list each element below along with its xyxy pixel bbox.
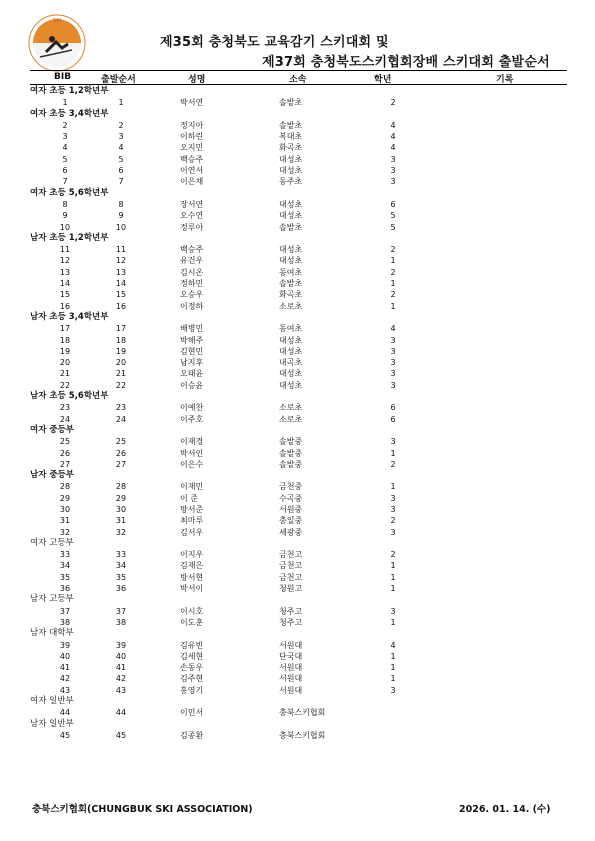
- table-row: [30, 527, 567, 538]
- name-cell: 이은채: [180, 177, 204, 187]
- start-order-cell: 16: [115, 301, 127, 311]
- grade-cell: 1: [390, 584, 396, 594]
- table-row: [30, 459, 567, 470]
- grade-cell: 4: [390, 143, 396, 153]
- footer-date: 2026. 01. 14. (수): [459, 804, 551, 815]
- division-heading: 여자 초등 5,6학년부: [30, 187, 109, 198]
- affiliation-cell: 내곡초: [279, 358, 303, 368]
- name-cell: 방서준: [180, 504, 204, 514]
- grade-cell: 2: [390, 98, 396, 108]
- table-row: [30, 176, 567, 187]
- grade-cell: 1: [390, 448, 396, 458]
- bib-cell: 30: [59, 504, 71, 514]
- name-cell: 오수연: [180, 211, 204, 221]
- grade-cell: 2: [390, 267, 396, 277]
- start-order-cell: 19: [115, 346, 127, 356]
- grade-cell: 1: [390, 301, 396, 311]
- affiliation-cell: 서원대: [279, 674, 303, 684]
- grade-cell: 2: [390, 290, 396, 300]
- table-row: [30, 481, 567, 492]
- table-row: [30, 323, 567, 334]
- bib-cell: 41: [59, 663, 71, 673]
- column-header-start-order: 출발순서: [101, 75, 136, 85]
- affiliation-cell: 충북스키협회: [279, 730, 326, 740]
- name-cell: 이민서: [180, 708, 204, 718]
- name-cell: 박서연: [180, 98, 204, 108]
- grade-cell: 4: [390, 324, 396, 334]
- affiliation-cell: 충북스키협회: [279, 708, 326, 718]
- table-row: [30, 267, 567, 278]
- bib-cell: 24: [59, 414, 71, 424]
- affiliation-cell: 금천중: [279, 482, 303, 492]
- table-row: [30, 346, 567, 357]
- grade-cell: 2: [390, 550, 396, 560]
- bib-cell: 44: [59, 708, 71, 718]
- bib-cell: 29: [59, 493, 71, 503]
- start-order-cell: 41: [115, 663, 127, 673]
- grade-cell: 4: [390, 120, 396, 130]
- table-row: [30, 131, 567, 142]
- affiliation-cell: 대성초: [279, 335, 303, 345]
- table-row: [30, 154, 567, 165]
- table-row: [30, 606, 567, 617]
- table-row: [30, 662, 567, 673]
- affiliation-cell: 대성초: [279, 346, 303, 356]
- column-header-name: 성명: [188, 75, 206, 85]
- start-order-cell: 7: [118, 177, 124, 187]
- name-cell: 유건우: [180, 256, 204, 266]
- bib-cell: 7: [62, 177, 68, 187]
- grade-cell: 1: [390, 279, 396, 289]
- name-cell: 김주현: [180, 674, 204, 684]
- grade-cell: 6: [390, 403, 396, 413]
- name-cell: 홍영기: [180, 685, 204, 695]
- start-order-cell: 28: [115, 482, 127, 492]
- table-row: [30, 673, 567, 684]
- name-cell: 남지후: [180, 358, 204, 368]
- table-row: [30, 549, 567, 560]
- division-heading: 남자 대학부: [30, 628, 74, 639]
- table-row: [30, 165, 567, 176]
- association-logo: [28, 14, 86, 72]
- name-cell: 방서현: [180, 572, 204, 582]
- bib-cell: 15: [59, 290, 71, 300]
- name-cell: 정하민: [180, 279, 204, 289]
- bib-cell: 17: [59, 324, 71, 334]
- start-order-cell: 3: [118, 132, 124, 142]
- start-order-cell: 23: [115, 403, 127, 413]
- table-row: [30, 707, 567, 718]
- table-row: [30, 244, 567, 255]
- affiliation-cell: 대성초: [279, 369, 303, 379]
- affiliation-cell: 대성초: [279, 256, 303, 266]
- affiliation-cell: 금천고: [279, 572, 303, 582]
- grade-cell: 1: [390, 651, 396, 661]
- name-cell: 이재민: [180, 482, 204, 492]
- grade-cell: 1: [390, 663, 396, 673]
- affiliation-cell: 동여초: [279, 267, 303, 277]
- name-cell: 김시온: [180, 267, 204, 277]
- grade-cell: 6: [390, 199, 396, 209]
- affiliation-cell: 동여초: [279, 324, 303, 334]
- bib-cell: 34: [59, 561, 71, 571]
- grade-cell: 3: [390, 166, 396, 176]
- table-row: [30, 436, 567, 447]
- table-row: [30, 651, 567, 662]
- affiliation-cell: 대성초: [279, 199, 303, 209]
- bib-cell: 36: [59, 584, 71, 594]
- column-header-record: 기록: [496, 75, 514, 85]
- bib-cell: 43: [59, 685, 71, 695]
- bib-cell: 45: [59, 730, 71, 740]
- start-order-cell: 15: [115, 290, 127, 300]
- grade-cell: 3: [390, 358, 396, 368]
- grade-cell: 3: [390, 527, 396, 537]
- name-cell: 이재경: [180, 437, 204, 447]
- grade-cell: 2: [390, 245, 396, 255]
- start-order-cell: 29: [115, 493, 127, 503]
- bib-cell: 10: [59, 222, 71, 232]
- grade-cell: 3: [390, 685, 396, 695]
- affiliation-cell: 소로초: [279, 414, 303, 424]
- division-heading: 남자 초등 3,4학년부: [30, 311, 109, 322]
- table-row: [30, 583, 567, 594]
- affiliation-cell: 수곡중: [279, 493, 303, 503]
- table-row: [30, 493, 567, 504]
- division-heading: 남자 초등 1,2학년부: [30, 232, 109, 243]
- column-header-bib: BIB: [54, 72, 72, 82]
- footer-organization: 충북스키협회(CHUNGBUK SKI ASSOCIATION): [32, 804, 253, 815]
- bib-cell: 11: [59, 245, 71, 255]
- name-cell: 이승윤: [180, 380, 204, 390]
- grade-cell: 2: [390, 516, 396, 526]
- start-order-cell: 2: [118, 120, 124, 130]
- start-order-cell: 30: [115, 504, 127, 514]
- bib-cell: 38: [59, 617, 71, 627]
- bib-cell: 42: [59, 674, 71, 684]
- start-order-cell: 10: [115, 222, 127, 232]
- grade-cell: 5: [390, 222, 396, 232]
- affiliation-cell: 솔밭초: [279, 222, 303, 232]
- name-cell: 이지우: [180, 550, 204, 560]
- affiliation-cell: 충일중: [279, 516, 303, 526]
- affiliation-cell: 화곡초: [279, 290, 303, 300]
- affiliation-cell: 대성초: [279, 211, 303, 221]
- affiliation-cell: 솔밭중: [279, 437, 303, 447]
- start-order-cell: 14: [115, 279, 127, 289]
- division-heading: 여자 중등부: [30, 424, 75, 435]
- grade-cell: 3: [390, 437, 396, 447]
- name-cell: 이시호: [180, 606, 204, 616]
- start-order-cell: 5: [118, 154, 124, 164]
- table-row: [30, 357, 567, 368]
- grade-cell: 1: [390, 674, 396, 684]
- document-title-line2: 제37회 충청북도스키협회장배 스키대회 출발순서: [262, 55, 550, 70]
- table-row: [30, 414, 567, 425]
- name-cell: 백승주: [180, 245, 204, 255]
- name-cell: 배병민: [180, 324, 204, 334]
- affiliation-cell: 솔밭중: [279, 448, 303, 458]
- table-row: [30, 640, 567, 651]
- name-cell: 이예찬: [180, 403, 204, 413]
- grade-cell: 3: [390, 177, 396, 187]
- grade-cell: 1: [390, 617, 396, 627]
- table-row: [30, 222, 567, 233]
- affiliation-cell: 복대초: [279, 132, 303, 142]
- start-order-cell: 17: [115, 324, 127, 334]
- bib-cell: 19: [59, 346, 71, 356]
- bib-cell: 3: [62, 132, 68, 142]
- name-cell: 이은수: [180, 459, 204, 469]
- division-heading: 여자 고등부: [30, 537, 74, 548]
- bib-cell: 32: [59, 527, 71, 537]
- start-order-cell: 20: [115, 358, 127, 368]
- table-row: [30, 515, 567, 526]
- start-order-cell: 22: [115, 380, 127, 390]
- name-cell: 이도훈: [180, 617, 204, 627]
- start-order-cell: 8: [118, 199, 124, 209]
- bib-cell: 6: [62, 166, 68, 176]
- grade-cell: 3: [390, 369, 396, 379]
- name-cell: 이정하: [180, 301, 204, 311]
- start-order-table: [30, 86, 567, 741]
- start-order-cell: 33: [115, 550, 127, 560]
- division-heading: 남자 중등부: [30, 470, 75, 481]
- grade-cell: 4: [390, 132, 396, 142]
- grade-cell: 3: [390, 154, 396, 164]
- name-cell: 이주호: [180, 414, 204, 424]
- name-cell: 박서이: [180, 584, 204, 594]
- division-heading: 남자 초등 5,6학년부: [30, 391, 109, 402]
- table-row: [30, 120, 567, 131]
- affiliation-cell: 청주고: [279, 606, 303, 616]
- grade-cell: 1: [390, 572, 396, 582]
- start-order-cell: 1: [118, 98, 124, 108]
- table-row: [30, 255, 567, 266]
- start-order-cell: 26: [115, 448, 127, 458]
- bib-cell: 35: [59, 572, 71, 582]
- bib-cell: 1: [62, 98, 68, 108]
- grade-cell: 3: [390, 346, 396, 356]
- table-row: [30, 97, 567, 108]
- table-row: [30, 560, 567, 571]
- column-header-grade: 학년: [374, 75, 392, 85]
- bib-cell: 13: [59, 267, 71, 277]
- bib-cell: 5: [62, 154, 68, 164]
- bib-cell: 25: [59, 437, 71, 447]
- affiliation-cell: 동주초: [279, 177, 303, 187]
- grade-cell: 1: [390, 482, 396, 492]
- bib-cell: 28: [59, 482, 71, 492]
- name-cell: 장서연: [180, 199, 204, 209]
- table-row: [30, 142, 567, 153]
- grade-cell: 1: [390, 256, 396, 266]
- start-order-cell: 9: [118, 211, 124, 221]
- name-cell: 김유빈: [180, 640, 204, 650]
- table-row: [30, 448, 567, 459]
- table-row: [30, 210, 567, 221]
- bib-cell: 8: [62, 199, 68, 209]
- start-order-cell: 40: [115, 651, 127, 661]
- start-order-cell: 24: [115, 414, 127, 424]
- start-order-cell: 36: [115, 584, 127, 594]
- affiliation-cell: 솔밭초: [279, 120, 303, 130]
- name-cell: 백승주: [180, 154, 204, 164]
- start-order-cell: 37: [115, 606, 127, 616]
- bib-cell: 33: [59, 550, 71, 560]
- name-cell: 김재은: [180, 561, 204, 571]
- grade-cell: 3: [390, 493, 396, 503]
- name-cell: 이 준: [180, 493, 198, 503]
- division-heading: 남자 일반부: [30, 718, 74, 729]
- bib-cell: 26: [59, 448, 71, 458]
- bib-cell: 31: [59, 516, 71, 526]
- start-order-cell: 12: [115, 256, 127, 266]
- name-cell: 김서우: [180, 527, 204, 537]
- bib-cell: 2: [62, 120, 68, 130]
- affiliation-cell: 소로초: [279, 301, 303, 311]
- bib-cell: 39: [59, 640, 71, 650]
- table-row: [30, 289, 567, 300]
- bib-cell: 12: [59, 256, 71, 266]
- name-cell: 정지아: [180, 120, 204, 130]
- name-cell: 이하린: [180, 132, 204, 142]
- start-order-cell: 25: [115, 437, 127, 447]
- table-row: [30, 278, 567, 289]
- division-heading: 여자 초등 3,4학년부: [30, 108, 109, 119]
- grade-cell: 3: [390, 380, 396, 390]
- bib-cell: 14: [59, 279, 71, 289]
- table-row: [30, 730, 567, 741]
- grade-cell: 2: [390, 459, 396, 469]
- affiliation-cell: 서원대: [279, 685, 303, 695]
- start-order-cell: 31: [115, 516, 127, 526]
- affiliation-cell: 서원대: [279, 640, 303, 650]
- name-cell: 김세현: [180, 651, 204, 661]
- table-header: [30, 70, 567, 85]
- bib-cell: 9: [62, 211, 68, 221]
- bib-cell: 21: [59, 369, 71, 379]
- table-row: [30, 335, 567, 346]
- grade-cell: 6: [390, 414, 396, 424]
- start-order-cell: 27: [115, 459, 127, 469]
- name-cell: 박서인: [180, 448, 204, 458]
- name-cell: 김종환: [180, 730, 204, 740]
- start-order-cell: 43: [115, 685, 127, 695]
- name-cell: 이연서: [180, 166, 204, 176]
- name-cell: 오승우: [180, 290, 204, 300]
- affiliation-cell: 금천고: [279, 550, 303, 560]
- start-order-cell: 32: [115, 527, 127, 537]
- affiliation-cell: 대성초: [279, 154, 303, 164]
- start-order-cell: 4: [118, 143, 124, 153]
- name-cell: 오태윤: [180, 369, 204, 379]
- division-heading: 여자 초등 1,2학년부: [30, 86, 109, 96]
- start-order-cell: 44: [115, 708, 127, 718]
- affiliation-cell: 청주고: [279, 617, 303, 627]
- bib-cell: 22: [59, 380, 71, 390]
- name-cell: 김현민: [180, 346, 204, 356]
- bib-cell: 16: [59, 301, 71, 311]
- grade-cell: 3: [390, 606, 396, 616]
- grade-cell: 4: [390, 640, 396, 650]
- bib-cell: 18: [59, 335, 71, 345]
- start-order-cell: 18: [115, 335, 127, 345]
- start-order-cell: 42: [115, 674, 127, 684]
- table-row: [30, 301, 567, 312]
- grade-cell: 5: [390, 211, 396, 221]
- start-order-cell: 39: [115, 640, 127, 650]
- start-order-cell: 34: [115, 561, 127, 571]
- name-cell: 박해주: [180, 335, 204, 345]
- start-order-cell: 13: [115, 267, 127, 277]
- affiliation-cell: 청원고: [279, 584, 303, 594]
- affiliation-cell: 단국대: [279, 651, 303, 661]
- affiliation-cell: 서원중: [279, 504, 303, 514]
- affiliation-cell: 솔밭중: [279, 459, 303, 469]
- affiliation-cell: 서원대: [279, 663, 303, 673]
- bib-cell: 40: [59, 651, 71, 661]
- grade-cell: 3: [390, 335, 396, 345]
- name-cell: 손동우: [180, 663, 204, 673]
- column-header-affiliation: 소속: [289, 75, 307, 85]
- svg-text:SKI: SKI: [53, 18, 61, 24]
- affiliation-cell: 솔밭초: [279, 98, 303, 108]
- bib-cell: 4: [62, 143, 68, 153]
- name-cell: 최마루: [180, 516, 204, 526]
- table-row: [30, 199, 567, 210]
- bib-cell: 23: [59, 403, 71, 413]
- grade-cell: 1: [390, 561, 396, 571]
- name-cell: 오지민: [180, 143, 204, 153]
- table-row: [30, 402, 567, 413]
- table-row: [30, 380, 567, 391]
- affiliation-cell: 대성초: [279, 380, 303, 390]
- table-row: [30, 504, 567, 515]
- table-row: [30, 685, 567, 696]
- division-heading: 남자 고등부: [30, 594, 74, 605]
- affiliation-cell: 세광중: [279, 527, 303, 537]
- affiliation-cell: 대성초: [279, 166, 303, 176]
- affiliation-cell: 화곡초: [279, 143, 303, 153]
- bib-cell: 20: [59, 358, 71, 368]
- start-order-cell: 38: [115, 617, 127, 627]
- start-order-cell: 35: [115, 572, 127, 582]
- document-title-line1: 제35회 충청북도 교육감기 스키대회 및: [160, 35, 389, 50]
- start-order-cell: 45: [115, 730, 127, 740]
- start-order-cell: 21: [115, 369, 127, 379]
- name-cell: 정루아: [180, 222, 204, 232]
- start-order-cell: 6: [118, 166, 124, 176]
- affiliation-cell: 대성초: [279, 245, 303, 255]
- bib-cell: 37: [59, 606, 71, 616]
- table-row: [30, 572, 567, 583]
- table-row: [30, 617, 567, 628]
- division-heading: 여자 일반부: [30, 696, 74, 707]
- affiliation-cell: 솔밭초: [279, 279, 303, 289]
- bib-cell: 27: [59, 459, 71, 469]
- start-order-cell: 11: [115, 245, 127, 255]
- affiliation-cell: 금천고: [279, 561, 303, 571]
- affiliation-cell: 소로초: [279, 403, 303, 413]
- table-row: [30, 368, 567, 379]
- grade-cell: 3: [390, 504, 396, 514]
